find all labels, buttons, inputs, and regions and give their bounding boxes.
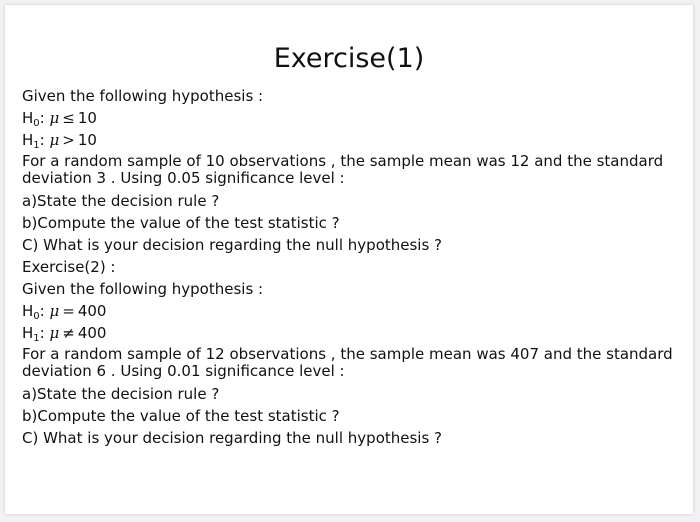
- ex1-alt-hypothesis: $H_1$: μ > 10: [22, 131, 97, 151]
- h0-value: 400: [77, 302, 107, 320]
- ex2-question-c: C) What is your decision regarding the null hypothesis ?: [22, 429, 443, 447]
- h1-mu: μ: [49, 324, 60, 342]
- ex1-question-a: a)State the decision rule ?: [22, 192, 220, 210]
- ex2-problem: For a random sample of 12 observations , the sample mean was 407 and the standard deviation 6 . Using 0.01 significance level :: [22, 345, 673, 380]
- h1-value: 10: [77, 131, 97, 149]
- h0-relation: ≤: [62, 109, 75, 127]
- ex1-question-b: b)Compute the value of the test statistic ?: [22, 214, 340, 232]
- h1-relation: ≠: [62, 324, 75, 342]
- h1-label: H: [22, 324, 34, 342]
- slide: [5, 5, 693, 514]
- ex1-intro: Given the following hypothesis :: [22, 87, 264, 105]
- h0-label: H: [22, 109, 34, 127]
- h0-relation: =: [62, 302, 75, 320]
- ex2-question-b: b)Compute the value of the test statistic ?: [22, 407, 340, 425]
- h1-relation: >: [62, 131, 75, 149]
- h0-mu: μ: [49, 302, 60, 320]
- ex1-question-c: C) What is your decision regarding the null hypothesis ?: [22, 236, 443, 254]
- ex1-null-hypothesis: $H_0$: μ ≤ 10: [22, 109, 97, 129]
- h0-mu: μ: [49, 109, 60, 127]
- h0-subscript: 0: [33, 311, 40, 322]
- h0-subscript: 0: [33, 118, 40, 129]
- ex2-null-hypothesis: $H_0$: μ = 400: [22, 302, 107, 322]
- h1-value: 400: [77, 324, 107, 342]
- ex2-question-a: a)State the decision rule ?: [22, 385, 220, 403]
- h0-label: H: [22, 302, 34, 320]
- slide-title: Exercise(1): [273, 43, 425, 74]
- ex1-problem: For a random sample of 10 observations , the sample mean was 12 and the standard deviation 3 . Using 0.05 significance level :: [22, 152, 664, 187]
- ex2-alt-hypothesis: $H_1$: μ ≠ 400: [22, 324, 107, 344]
- h1-mu: μ: [49, 131, 60, 149]
- h0-value: 10: [77, 109, 97, 127]
- slide-body: [22, 85, 682, 449]
- h1-subscript: 1: [33, 333, 40, 344]
- h1-subscript: 1: [33, 140, 40, 151]
- ex2-intro: Given the following hypothesis :: [22, 280, 264, 298]
- ex2-heading: Exercise(2) :: [22, 258, 116, 276]
- h1-label: H: [22, 131, 34, 149]
